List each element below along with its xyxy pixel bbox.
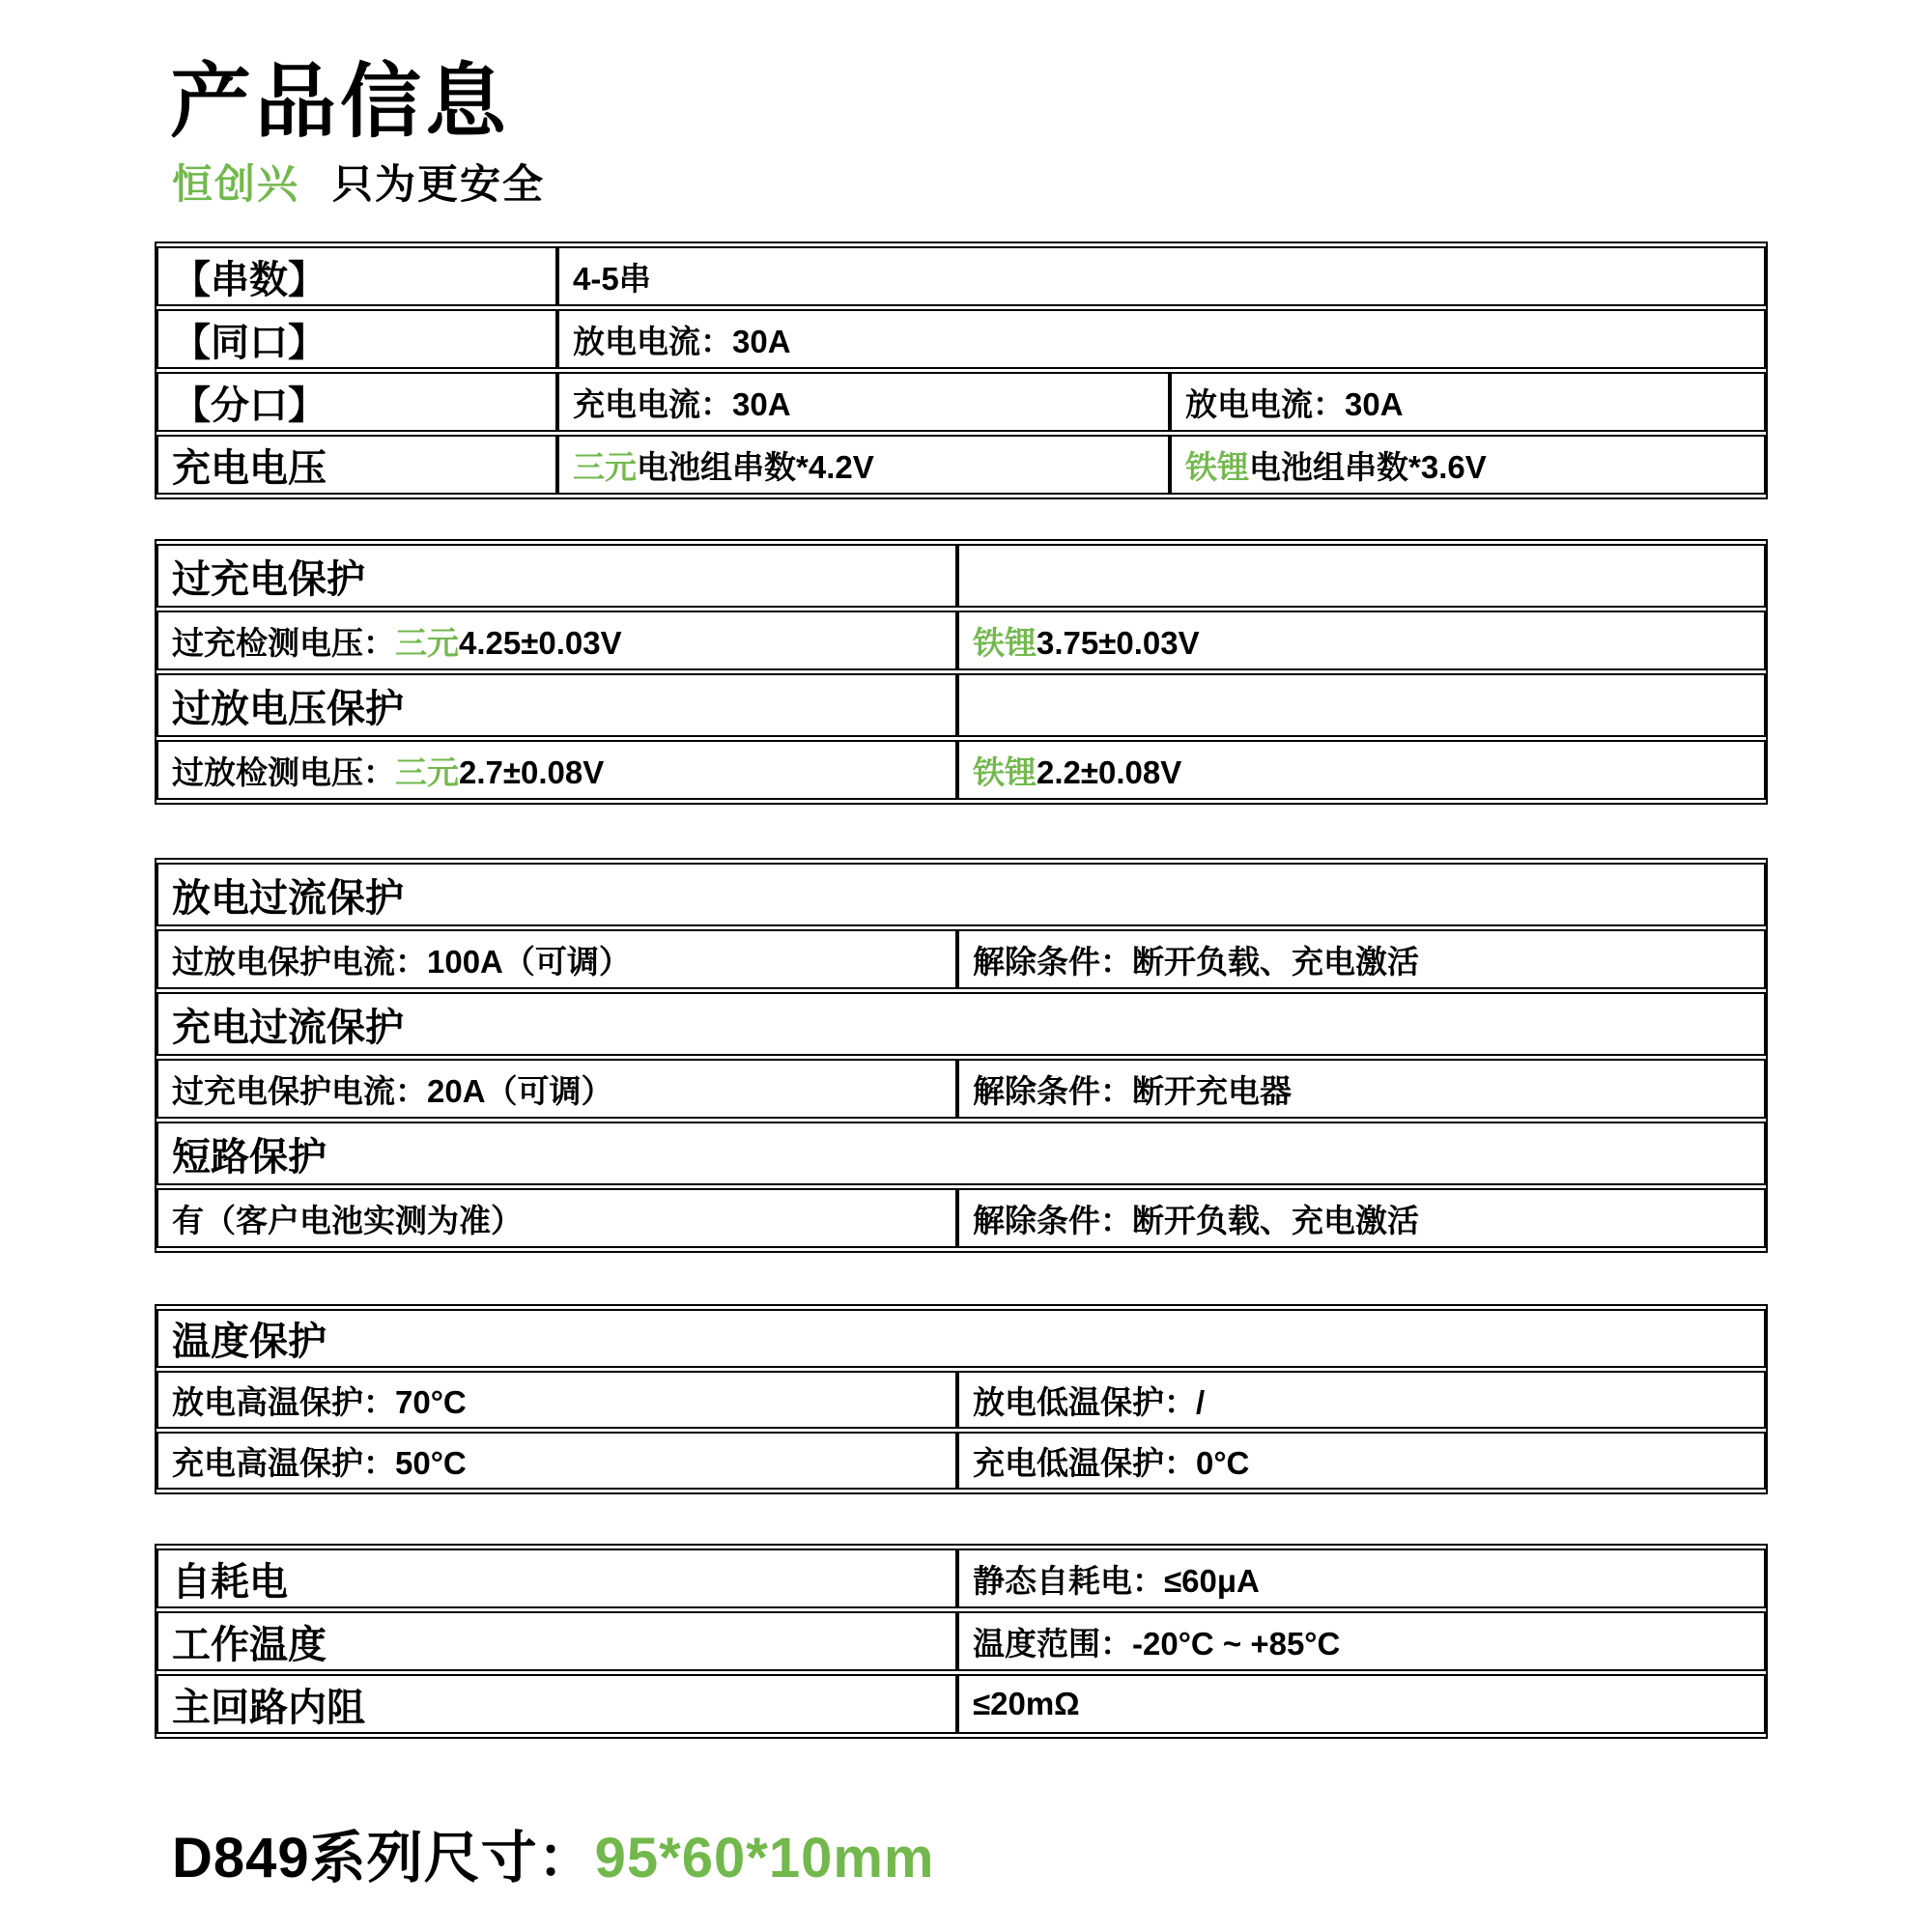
chemistry-tag-ternary: 三元 xyxy=(395,753,459,790)
brand-name: 恒创兴 xyxy=(172,161,300,207)
row-value-ternary-voltage xyxy=(557,435,1170,495)
row-value-discharge-current: 放电电流：30A xyxy=(1170,372,1766,432)
page-title: 产品信息 xyxy=(170,56,511,147)
dimensions-label: D849系列尺寸： xyxy=(172,1827,595,1889)
spec-table-basic xyxy=(155,242,1768,499)
chemistry-tag-lifepo4: 铁锂 xyxy=(973,624,1037,661)
row-label-main-loop-resistance: 主回路内阻 xyxy=(156,1674,957,1734)
row-label-same-port: 【同口】 xyxy=(156,309,557,369)
dimensions-value: 95*60*10mm xyxy=(594,1827,935,1889)
cell-charge-high-temp: 充电高温保护：50°C xyxy=(156,1432,957,1490)
table-row-discharge-oc-header xyxy=(156,863,1766,926)
row-value-working-temp: 温度范围：-20°C ~ +85°C xyxy=(957,1611,1766,1671)
cell-charge-low-temp: 充电低温保护：0°C xyxy=(957,1432,1766,1490)
chemistry-tag-lifepo4: 铁锂 xyxy=(973,753,1037,790)
row-value-charge-current: 充电电流：30A xyxy=(557,372,1170,432)
subtitle xyxy=(172,153,545,211)
cell-short-circuit-release: 解除条件：断开负载、充电激活 xyxy=(957,1188,1766,1248)
chemistry-tag-ternary: 三元 xyxy=(573,448,637,485)
empty-cell xyxy=(957,544,1766,608)
cell-charge-oc-current: 过充电保护电流：20A（可调） xyxy=(156,1059,957,1119)
row-label-working-temp: 工作温度 xyxy=(156,1611,957,1671)
cell-discharge-oc-current: 过放电保护电流：100A（可调） xyxy=(156,929,957,989)
table-row-overcharge-detect xyxy=(156,611,1766,670)
table-row-separate-port xyxy=(156,372,1766,432)
chemistry-tag-ternary: 三元 xyxy=(395,624,459,661)
detect-label: 过放检测电压： xyxy=(172,753,395,790)
spec-table-misc xyxy=(155,1544,1768,1739)
cell-charge-oc-release: 解除条件：断开充电器 xyxy=(957,1059,1766,1119)
detect-label: 过充检测电压： xyxy=(172,624,395,661)
section-header-overdischarge: 过放电压保护 xyxy=(156,673,957,737)
table-row-overcharge-header xyxy=(156,544,1766,608)
table-row-overdischarge-detect xyxy=(156,740,1766,800)
row-value-main-loop-resistance: ≤20mΩ xyxy=(957,1674,1766,1734)
section-header-discharge-overcurrent: 放电过流保护 xyxy=(156,863,1766,926)
cell-overcharge-detect-lifepo4 xyxy=(957,611,1766,670)
cell-overdischarge-detect-lifepo4 xyxy=(957,740,1766,800)
row-label-separate-port: 【分口】 xyxy=(156,372,557,432)
table-row-same-port xyxy=(156,309,1766,369)
cell-overcharge-detect-ternary xyxy=(156,611,957,670)
detect-value: 3.75±0.03V xyxy=(1037,624,1200,661)
table-row-self-consumption xyxy=(156,1548,1766,1608)
row-label-strings: 【串数】 xyxy=(156,246,557,306)
row-value-lifepo4-voltage xyxy=(1170,435,1766,495)
detect-value: 2.7±0.08V xyxy=(459,753,605,790)
table-row-main-loop-resistance xyxy=(156,1674,1766,1734)
table-row-short-circuit xyxy=(156,1188,1766,1248)
cell-short-circuit-value: 有（客户电池实测为准） xyxy=(156,1188,957,1248)
voltage-formula: 电池组串数*3.6V xyxy=(1249,448,1487,485)
table-row-short-circuit-header xyxy=(156,1122,1766,1185)
table-row-strings xyxy=(156,246,1766,306)
section-header-short-circuit: 短路保护 xyxy=(156,1122,1766,1185)
chemistry-tag-lifepo4: 铁锂 xyxy=(1185,448,1249,485)
section-header-overcharge: 过充电保护 xyxy=(156,544,957,608)
table-row-charge-oc-header xyxy=(156,992,1766,1056)
row-value-strings: 4-5串 xyxy=(557,246,1766,306)
spec-table-voltage-protection xyxy=(155,539,1768,805)
table-row-charge-temp xyxy=(156,1432,1766,1490)
cell-overdischarge-detect-ternary xyxy=(156,740,957,800)
table-row-charge-oc xyxy=(156,1059,1766,1119)
table-row-discharge-temp xyxy=(156,1371,1766,1429)
spec-table-current-protection xyxy=(155,858,1768,1253)
detect-value: 2.2±0.08V xyxy=(1037,753,1182,790)
voltage-formula: 电池组串数*4.2V xyxy=(637,448,874,485)
detect-value: 4.25±0.03V xyxy=(459,624,622,661)
cell-discharge-oc-release: 解除条件：断开负载、充电激活 xyxy=(957,929,1766,989)
section-header-temperature: 温度保护 xyxy=(156,1309,1766,1368)
row-label-charge-voltage: 充电电压 xyxy=(156,435,557,495)
table-row-charge-voltage xyxy=(156,435,1766,495)
table-row-temp-header xyxy=(156,1309,1766,1368)
series-dimensions xyxy=(172,1812,935,1893)
cell-discharge-low-temp: 放电低温保护：/ xyxy=(957,1371,1766,1429)
row-value-same-port: 放电电流：30A xyxy=(557,309,1766,369)
row-label-self-consumption: 自耗电 xyxy=(156,1548,957,1608)
table-row-overdischarge-header xyxy=(156,673,1766,737)
row-value-self-consumption: 静态自耗电：≤60μA xyxy=(957,1548,1766,1608)
cell-discharge-high-temp: 放电高温保护：70°C xyxy=(156,1371,957,1429)
table-row-discharge-oc xyxy=(156,929,1766,989)
slogan-text: 只为更安全 xyxy=(332,161,546,207)
section-header-charge-overcurrent: 充电过流保护 xyxy=(156,992,1766,1056)
spec-table-temperature-protection xyxy=(155,1304,1768,1494)
empty-cell xyxy=(957,673,1766,737)
table-row-working-temp xyxy=(156,1611,1766,1671)
